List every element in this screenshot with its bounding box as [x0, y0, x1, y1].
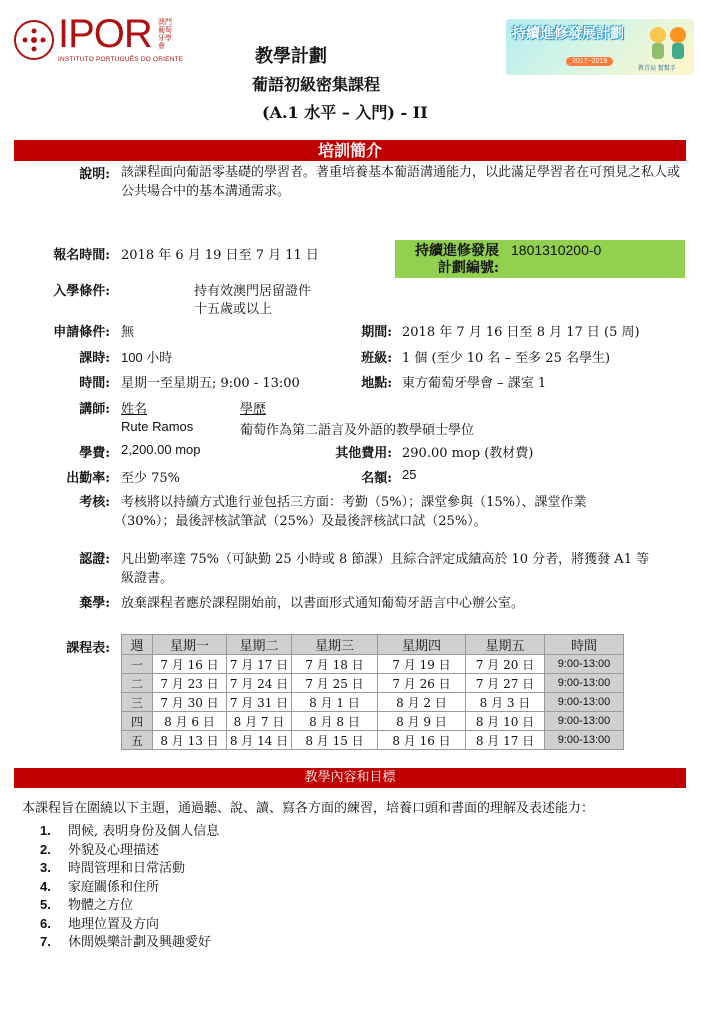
entry-line-2: 十五歲或以上 — [194, 302, 273, 317]
certificate-label: 認證: — [79, 552, 110, 567]
hours-value: 100 小時 — [121, 350, 173, 365]
date-cell: 7 月 20 日 — [466, 655, 545, 674]
date-cell: 7 月 23 日 — [153, 674, 227, 693]
date-cell: 7 月 16 日 — [153, 655, 227, 674]
schedule-table — [121, 634, 624, 750]
date-cell: 7 月 26 日 — [378, 674, 466, 693]
date-cell: 8 月 8 日 — [292, 712, 378, 731]
fee-value: 2,200.00 mop — [121, 442, 201, 457]
list-item — [40, 822, 219, 841]
cartoon-characters-icon — [646, 23, 690, 63]
topics-list — [40, 822, 219, 952]
date-cell: 8 月 2 日 — [378, 693, 466, 712]
table-row — [122, 712, 624, 731]
registration-label: 報名時間: — [53, 248, 110, 263]
teacher-qualification-header: 學歷 — [240, 402, 267, 417]
list-text: 物體之方位 — [68, 898, 134, 913]
list-text: 家庭關係和住所 — [68, 879, 160, 895]
quota-value: 25 — [402, 467, 417, 482]
list-number: 4. — [40, 878, 51, 894]
date-cell: 7 月 17 日 — [227, 655, 292, 674]
list-item — [40, 915, 219, 934]
date-cell: 8 月 10 日 — [466, 712, 545, 731]
week-cell: 三 — [122, 693, 153, 712]
page-title: 教學計劃 — [255, 46, 327, 67]
banner-years: 2017~2019 — [566, 57, 613, 66]
period-value: 2018 年 7 月 16 日至 8 月 17 日 (5 周) — [402, 325, 640, 340]
time-value: 星期一至星期五; 9:00 - 13:00 — [121, 376, 300, 391]
schedule-label: 課程表: — [66, 641, 110, 656]
logo-subtitle: INSTITUTO PORTUGUÊS DO ORIENTE — [58, 56, 184, 63]
table-row — [122, 693, 624, 712]
date-cell: 7 月 31 日 — [227, 693, 292, 712]
header-tuesday: 星期二 — [227, 635, 292, 655]
header-friday: 星期五 — [466, 635, 545, 655]
venue-value: 東方葡萄牙學會 – 課室 1 — [402, 376, 547, 391]
list-number: 6. — [40, 915, 51, 931]
apply-label: 申請條件: — [53, 325, 110, 340]
schedule-header-row — [122, 635, 624, 655]
time-cell: 9:00-13:00 — [545, 731, 624, 750]
cepd-code: 1801310200-0 — [511, 242, 602, 258]
description-text: 該課程面向葡語零基礎的學習者。著重培養基本葡語溝通能力，以此滿足學習者在可預見之私人或公共場合中的基本溝通需求。 — [121, 165, 681, 199]
list-item — [40, 933, 219, 952]
teacher-label: 講師: — [79, 402, 110, 417]
teacher-name: Rute Ramos — [121, 419, 194, 434]
attendance-label: 出勤率: — [66, 471, 110, 486]
cepd-box — [395, 240, 685, 278]
week-cell: 二 — [122, 674, 153, 693]
content-intro: 本課程旨在圍繞以下主題，通過聽、說、讀、寫各方面的練習，培養口頭和書面的理解及表述能力： — [22, 801, 595, 816]
header-time: 時間 — [545, 635, 624, 655]
date-cell: 7 月 19 日 — [378, 655, 466, 674]
teacher-name-header: 姓名 — [121, 402, 148, 417]
date-cell: 8 月 16 日 — [378, 731, 466, 750]
other-fee-label: 其他費用: — [335, 446, 392, 461]
list-text: 地理位置及方向 — [68, 916, 160, 932]
week-cell: 四 — [122, 712, 153, 731]
date-cell: 8 月 9 日 — [378, 712, 466, 731]
banner-logos: 教青局 幫幫手 — [638, 65, 676, 72]
other-fee-value: 290.00 mop (教材費) — [402, 446, 534, 461]
classes-value: 1 個 (至少 10 名 – 至多 25 名學生) — [402, 351, 611, 366]
header-thursday: 星期四 — [378, 635, 466, 655]
list-text: 問候, 表明身份及個人信息 — [68, 824, 220, 839]
logo-vertical-text: 澳門葡萄牙學會 — [158, 18, 172, 50]
list-item — [40, 859, 219, 878]
certificate-line-2: 級證書。 — [121, 571, 174, 586]
attendance-value: 至少 75% — [121, 471, 181, 486]
list-number: 3. — [40, 860, 51, 875]
week-cell: 一 — [122, 655, 153, 674]
date-cell: 7 月 18 日 — [292, 655, 378, 674]
certificate-line-1: 凡出勤率達 75%（可缺勤 25 小時或 8 節課）且綜合評定成績高於 10 分者，將獲發 A1 等 — [121, 552, 650, 567]
assessment-label: 考核: — [79, 495, 110, 510]
withdraw-label: 棄學: — [79, 596, 110, 611]
list-number: 2. — [40, 841, 51, 857]
date-cell: 7 月 27 日 — [466, 674, 545, 693]
banner-title: 持續進修發展計劃 — [512, 26, 624, 42]
date-cell: 8 月 17 日 — [466, 731, 545, 750]
date-cell: 8 月 1 日 — [292, 693, 378, 712]
classes-label: 班級: — [361, 351, 392, 366]
course-title: 葡語初級密集課程 — [252, 75, 381, 94]
course-level: (A.1 水平 – 入門) - II — [262, 103, 428, 122]
time-cell: 9:00-13:00 — [545, 674, 624, 693]
list-item — [40, 841, 219, 860]
fee-label: 學費: — [79, 446, 110, 461]
entry-label: 入學條件: — [53, 284, 110, 299]
time-label: 時間: — [79, 376, 110, 391]
list-text: 休閒娛樂計劃及興趣愛好 — [68, 935, 212, 950]
apply-value: 無 — [121, 325, 135, 340]
venue-label: 地點: — [361, 376, 392, 391]
list-item — [40, 896, 219, 915]
section-header-training-intro: 培訓簡介 — [14, 140, 686, 161]
assessment-line-2: （30%）；最後評核試筆試（25%）及最後評核試口試（25%）。 — [114, 514, 487, 529]
date-cell: 8 月 14 日 — [227, 731, 292, 750]
date-cell: 8 月 6 日 — [153, 712, 227, 731]
period-label: 期間: — [361, 325, 392, 340]
quota-label: 名額: — [361, 471, 392, 486]
entry-line-1: 持有效澳門居留證件 — [194, 284, 312, 299]
date-cell: 8 月 15 日 — [292, 731, 378, 750]
list-item — [40, 878, 219, 897]
table-row — [122, 655, 624, 674]
header-monday: 星期一 — [153, 635, 227, 655]
list-number: 7. — [40, 934, 51, 949]
date-cell: 8 月 3 日 — [466, 693, 545, 712]
list-text: 時間管理和日常活動 — [68, 861, 186, 876]
section-header-content-objectives: 教學內容和目標 — [14, 768, 686, 788]
date-cell: 8 月 13 日 — [153, 731, 227, 750]
assessment-line-1: 考核將以持續方式進行並包括三方面：考勤（5%）；課堂參與（15%）、課堂作業 — [121, 495, 587, 510]
cepd-banner-image — [506, 19, 694, 75]
table-row — [122, 674, 624, 693]
ipor-logo-icon — [14, 20, 54, 60]
list-text: 外貌及心理描述 — [68, 842, 160, 858]
description-label: 說明: — [79, 167, 110, 182]
date-cell: 7 月 25 日 — [292, 674, 378, 693]
date-cell: 7 月 24 日 — [227, 674, 292, 693]
header-wednesday: 星期三 — [292, 635, 378, 655]
time-cell: 9:00-13:00 — [545, 693, 624, 712]
header-week: 週 — [122, 635, 153, 655]
hours-label: 課時: — [79, 351, 110, 366]
list-number: 1. — [40, 823, 51, 838]
list-number: 5. — [40, 897, 51, 912]
time-cell: 9:00-13:00 — [545, 712, 624, 731]
withdraw-value: 放棄課程者應於課程開始前，以書面形式通知葡萄牙語言中心辦公室。 — [121, 596, 525, 611]
table-row — [122, 731, 624, 750]
time-cell: 9:00-13:00 — [545, 655, 624, 674]
date-cell: 7 月 30 日 — [153, 693, 227, 712]
week-cell: 五 — [122, 731, 153, 750]
date-cell: 8 月 7 日 — [227, 712, 292, 731]
teacher-qualification: 葡萄作為第二語言及外語的教學碩士學位 — [240, 423, 475, 438]
registration-value: 2018 年 6 月 19 日至 7 月 11 日 — [121, 248, 319, 263]
logo-text: IPOR — [58, 12, 152, 56]
cepd-label: 持續進修發展計劃編號: — [415, 243, 499, 276]
